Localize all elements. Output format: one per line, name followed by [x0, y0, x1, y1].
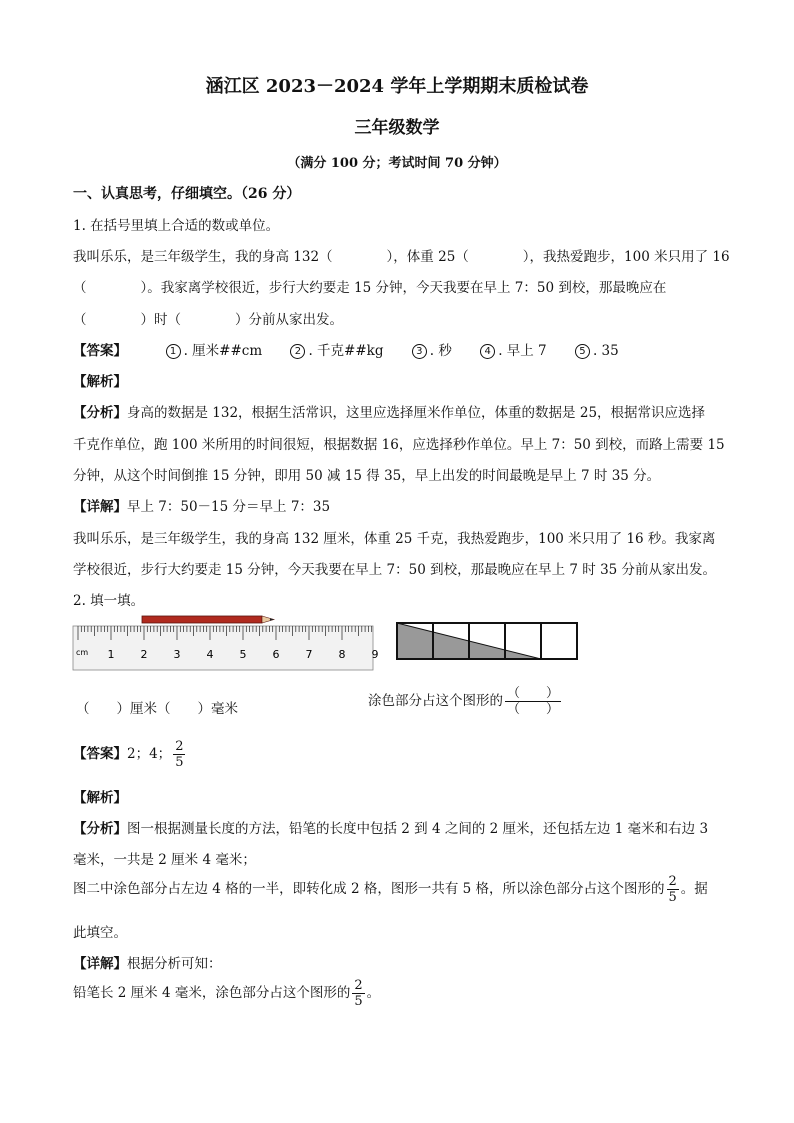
ruler-label: 8: [338, 648, 346, 661]
q2-fenxi-2: 毫米，一共是 2 厘米 4 毫米；: [73, 852, 256, 868]
shaded-grid-figure: [396, 622, 580, 662]
q1-xiangjie-3: 学校很近，步行大约要走 15 分钟，今天我要在早上 7：50 到校，那最晚应在早上 7 时 35 分前从家出发。: [73, 562, 717, 578]
q1-analysis-label: 【解析】: [73, 374, 127, 390]
page-title: 涵江区 2023－2024 学年上学期期末质检试卷: [205, 76, 589, 97]
blank-fraction: $\frac{( )}{( )}$: [507, 686, 560, 717]
q1-answer-item: 2 . 千克##kg: [290, 343, 383, 359]
answer-fraction: $\frac{2}{5}$: [175, 739, 184, 770]
ruler-label: 4: [206, 648, 214, 661]
pencil-icon: [142, 616, 274, 623]
q1-answer-item: 3 . 秒: [412, 343, 452, 359]
ruler-body: [73, 626, 373, 670]
ruler-label: 2: [140, 648, 148, 661]
q1-answer-item: 1 . 厘米##cm: [166, 343, 263, 359]
exam-note: （满分 100 分；考试时间 70 分钟）: [287, 156, 507, 171]
ruler-label: 1: [107, 648, 115, 661]
answer-label: 【答案】: [73, 343, 127, 359]
q2-xiangjie-1: 【详解】根据分析可知：: [73, 956, 222, 972]
ruler-label: 5: [239, 648, 247, 661]
q1-fenxi-1: 【分析】身高的数据是 132，根据生活常识，这里应选择厘米作单位，体重的数据是 25，根据常识应选择: [73, 405, 706, 421]
q1-answer-item: 5 . 35: [575, 343, 619, 359]
q1-line2: （ ）。我家离学校很近，步行大约要走 15 分钟，今天我要在早上 7：50 到校，那最晚应在: [73, 280, 667, 296]
q1-xiangjie-2: 我叫乐乐，是三年级学生，我的身高 132 厘米，体重 25 千克，我热爱跑步，100 米只用了 16 秒。我家离: [73, 531, 716, 547]
ruler-figure: [72, 612, 379, 672]
q1-answer: [73, 339, 643, 359]
q1-stem: 1. 在括号里填上合适的数或单位。: [73, 218, 280, 234]
q1-fenxi-3: 分钟，从这个时间倒推 15 分钟，即用 50 减 15 得 35，早上出发的时间最晚是早上 7 时 35 分。: [73, 468, 661, 484]
ruler-unit: cm: [76, 648, 89, 657]
q2-analysis-label: 【解析】: [73, 790, 127, 806]
page-subtitle: 三年级数学: [354, 118, 440, 138]
q1-line1: 我叫乐乐，是三年级学生，我的身高 132（ ），体重 25（ ），我热爱跑步，100 米只用了 16: [73, 249, 730, 265]
q2-stem: 2. 填一填。: [73, 593, 145, 609]
ruler-label: 3: [173, 648, 181, 661]
q2-fenxi-3: 图二中涂色部分占左边 4 格的一半，即转化成 2 格，图形一共有 5 格，所以涂色部分占这个图形的 $\frac{2}{5}$ 。据: [73, 874, 708, 905]
q2-fenxi-4: 此填空。: [73, 925, 127, 941]
q2-blank-left: （ ）厘米（ ）毫米: [76, 701, 238, 717]
q1-xiangjie-1: 【详解】早上 7：50－15 分＝早上 7：35: [73, 499, 331, 515]
ruler-label: 7: [305, 648, 313, 661]
ruler-label: 6: [272, 648, 280, 661]
section-heading: 一、认真思考，仔细填空。（26 分）: [73, 186, 301, 202]
q2-answer: 【答案】2；4； $\frac{2}{5}$: [73, 739, 184, 770]
q2-fenxi-1: 【分析】图一根据测量长度的方法，铅笔的长度中包括 2 到 4 之间的 2 厘米，还包括左边 1 毫米和右边 3: [73, 821, 709, 837]
q1-line3: （ ）时（ ）分前从家出发。: [73, 312, 343, 328]
ruler-label: 9: [371, 648, 379, 661]
q1-fenxi-2: 千克作单位，跑 100 米所用的时间很短，根据数据 16，应选择秒作单位。早上 7：50 到校，而路上需要 15: [73, 437, 725, 453]
q2-blank-right: 涂色部分占这个图形的 $\frac{( )}{( )}$: [368, 686, 560, 717]
q1-answer-item: 4 . 早上 7: [480, 343, 546, 359]
q2-xiangjie-2: 铅笔长 2 厘米 4 毫米，涂色部分占这个图形的 $\frac{2}{5}$ 。: [73, 978, 381, 1009]
